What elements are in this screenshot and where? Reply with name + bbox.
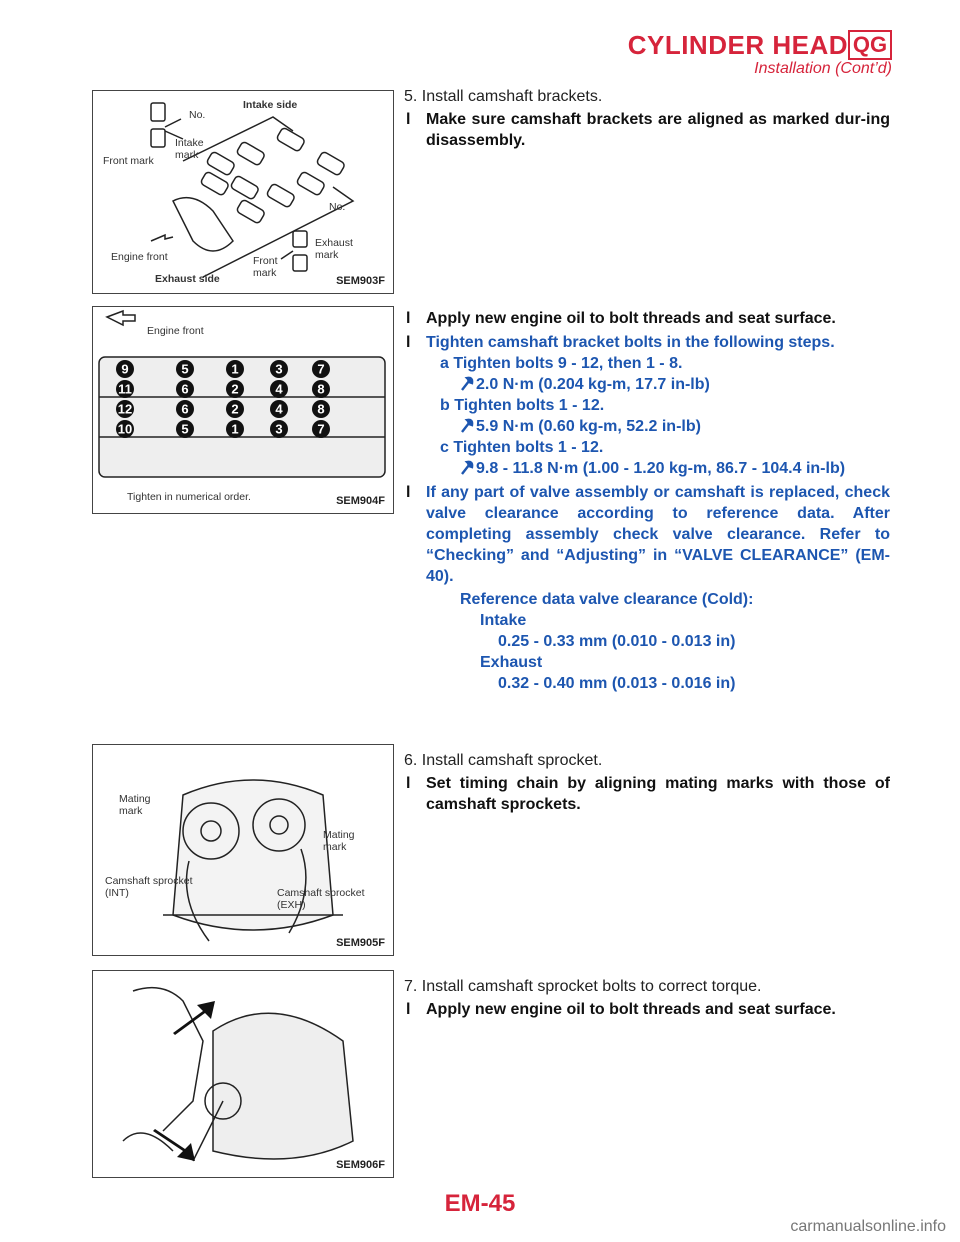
bolt-number: 8 [317,401,325,417]
section-step-5 [404,86,890,151]
torque-b-value: 5.9 N·m (0.60 kg-m, 52.2 in-lb) [476,418,701,435]
figure-bolt-order [92,306,394,514]
figure-code: SEM905F [336,937,385,949]
bullet-text: Set timing chain by aligning mating marks with those of camshaft sprockets. [426,775,890,813]
bullet-mark: l [406,1001,411,1018]
label-intake-side: Intake side [243,99,298,111]
bullet-timing-chain [404,773,890,815]
step-b: b Tighten bolts 1 - 12. [440,397,605,414]
torque-c-value: 9.8 - 11.8 N·m (1.00 - 1.20 kg-m, 86.7 - 104.4 in-lb) [476,460,846,477]
torque-wrench-icon [460,418,474,434]
page-subtitle: Installation (Cont’d) [754,60,892,77]
intake-value: 0.25 - 0.33 mm (0.010 - 0.013 in) [498,633,736,650]
label-sprocket-int: Camshaft sprocket (INT) [105,875,193,899]
bullet-text: If any part of valve assembly or camshaft is replaced, check valve clearance according to reference data. After completing assembly check valve clearance. Refer to “Checking” and “Adjusting” in “VALVE CLEARANCE” (EM-40). [426,484,890,585]
bolt-number: 12 [117,401,133,417]
bolt-number: 3 [275,421,283,437]
bolt-number: 8 [317,381,325,397]
torque-c [404,458,890,479]
bolt-number: 11 [118,381,132,397]
torque-a-value: 2.0 N·m (0.204 kg-m, 17.7 in-lb) [476,376,710,393]
bolt-number: 4 [275,401,283,417]
label-exhaust-mark: Exhaust mark [315,237,353,261]
bolt-number: 2 [231,401,239,417]
sprocket-bolts-illustration [93,971,393,1177]
figure-code: SEM903F [336,275,385,287]
figure-sprocket-bolts [92,970,394,1178]
step-a: a Tighten bolts 9 - 12, then 1 - 8. [440,355,683,372]
page-number: EM-45 [444,1190,516,1217]
step-7-heading: 7. Install camshaft sprocket bolts to correct torque. [404,978,762,995]
label-mating-mark-left: Mating mark [119,793,151,817]
torque-b [404,416,890,437]
bolt-order-illustration [93,307,393,513]
bullet-mark: l [406,775,411,792]
page-header [0,0,960,80]
bolt-number: 4 [275,381,283,397]
bolt-number: 2 [231,381,239,397]
bullet-text: Tighten camshaft bracket bolts in the following steps. [426,334,835,351]
bullet-apply-oil [404,308,890,329]
engine-badge: QG [848,30,892,60]
torque-wrench-icon [460,460,474,476]
label-tighten-order: Tighten in numerical order. [127,491,251,503]
label-no-right: No. [329,201,346,213]
bolt-number: 7 [317,421,325,437]
bullet-text: Make sure camshaft brackets are aligned as marked dur-ing disassembly. [426,111,890,149]
bullet-text: Apply new engine oil to bolt threads and seat surface. [426,1001,836,1018]
figure-code: SEM906F [336,1159,385,1171]
bolt-number: 10 [117,421,133,437]
bullet-mark: l [406,310,411,327]
bullet-align-brackets [404,109,890,151]
section-bracket-bolts [404,308,890,694]
exhaust-label: Exhaust [480,654,543,671]
intake-label: Intake [480,612,527,629]
bolt-number: 1 [231,361,239,377]
bullet-text: Apply new engine oil to bolt threads and seat surface. [426,310,836,327]
torque-wrench-icon [460,376,474,392]
bolt-number: 6 [181,401,189,417]
label-engine-front: Engine front [147,325,204,337]
label-sprocket-exh: Camshaft sprocket (EXH) [277,887,365,911]
bullet-valve-clearance [404,482,890,587]
label-exhaust-side: Exhaust side [155,273,220,285]
label-engine-front: Engine front [111,251,168,263]
bullet-mark: l [406,334,411,351]
bullet-tighten-steps [404,332,890,353]
watermark: carmanualsonline.info [790,1218,946,1235]
bolt-number: 6 [181,381,189,397]
label-front-mark-bottom: Front mark [253,255,278,279]
page-title: CYLINDER HEAD [627,30,848,60]
figure-camshaft-brackets [92,90,394,294]
figure-code: SEM904F [336,495,385,507]
bolt-number: 3 [275,361,283,377]
step-c: c Tighten bolts 1 - 12. [440,439,604,456]
reference-title: Reference data valve clearance (Cold): [460,591,754,608]
exhaust-value: 0.32 - 0.40 mm (0.013 - 0.016 in) [498,675,736,692]
bolt-number: 7 [317,361,325,377]
figure-camshaft-sprocket [92,744,394,956]
label-no-top: No. [189,109,206,121]
label-intake-mark: Intake mark [175,137,204,161]
torque-a [404,374,890,395]
label-front-mark-top: Front mark [103,155,154,167]
bolt-number: 9 [121,361,129,377]
step-5-heading: 5. Install camshaft brackets. [404,88,603,105]
step-6-heading: 6. Install camshaft sprocket. [404,752,603,769]
bullet-mark: l [406,484,411,501]
bullet-sprocket-oil [404,999,890,1020]
bolt-number: 5 [181,361,189,377]
section-step-6 [404,750,890,815]
label-mating-mark-right: Mating mark [323,829,355,853]
section-step-7 [404,976,890,1020]
bolt-number: 1 [231,421,239,437]
bolt-number: 5 [181,421,189,437]
bullet-mark: l [406,111,411,128]
